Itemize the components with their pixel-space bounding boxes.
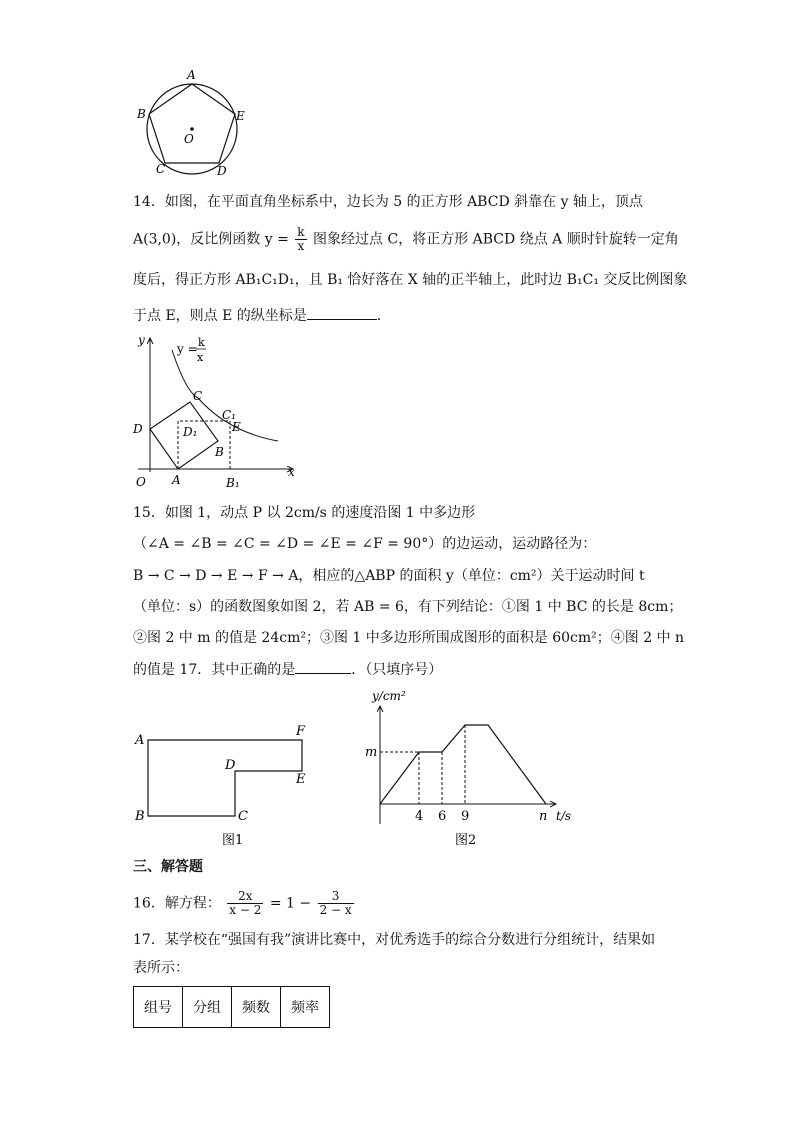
poly-label-c: C [238,809,248,824]
q14-line2 [133,226,679,253]
label-d: D [217,164,227,178]
section-heading: 三、解答题 [133,859,203,875]
poly-label-e: E [296,772,306,787]
q16-fraction-2 [318,890,354,917]
header-frequency-rate: 频率 [281,987,330,1028]
graph-y-label: y/cm² [372,689,406,703]
point-b1: B₁ [226,476,240,490]
graph-t-label: t/s [556,809,572,823]
q16-fraction-1 [227,890,263,917]
header-frequency-count: 频数 [232,987,281,1028]
curve-num: k [198,336,205,349]
q17-line1: 17．某学校在“强国有我”演讲比赛中，对优秀选手的综合分数进行分组统计，结果如 [133,932,656,948]
pentagon-circle-figure [130,66,250,181]
q15-answer-blank[interactable] [295,659,351,674]
q16-f1-den: x − 2 [229,903,262,917]
curve-label [176,342,198,356]
q16-mid: = 1 − [269,895,312,912]
point-b: B [215,445,224,459]
table-header-row [134,987,330,1028]
point-d1: D₁ [183,425,198,439]
group-table [133,986,330,1028]
graph-tick-4: 4 [415,809,424,824]
q15-line1: 15．如图 1，动点 P 以 2cm/s 的速度沿图 1 中多边形 [133,505,476,521]
header-grouping: 分组 [183,987,232,1028]
q14-line3: 度后，得正方形 AB₁C₁D₁，且 B₁ 恰好落在 X 轴的正半轴上，此时边 B₁C₁ 交反比例图象 [133,272,688,288]
curve-label-y: y = [177,342,198,356]
q15-line5: ②图 2 中 m 的值是 24cm²；③图 1 中多边形所围成图形的面积是 60cm²；④图 2 中 n [133,630,685,646]
q14-line2-b: 图象经过点 C，将正方形 ABCD 绕点 A 顺时针旋转一定角 [313,231,679,248]
poly-label-a: A [135,733,145,748]
poly-label-b: B [135,809,145,824]
q16-f2-den: 2 − x [319,903,352,917]
graph-line [380,725,546,804]
q15-line3: B → C → D → E → F → A，相应的△ABP 的面积 y（单位：cm²）关于运动时间 t [133,568,645,584]
q15-line6-end: ．（只填序号） [351,662,443,678]
header-group-no: 组号 [134,987,183,1028]
q14-line1: 14．如图，在平面直角坐标系中，边长为 5 的正方形 ABCD 斜靠在 y 轴上，顶点 [133,194,643,210]
graph-tick-9: 9 [461,809,470,824]
q14-fraction [295,226,306,253]
figure1-caption: 图1 [222,833,244,848]
q14-line2-a: A(3,0)，反比例函数 y = [133,231,289,248]
graph-m-label: m [365,745,378,760]
label-o: O [184,132,194,146]
center-point [190,127,194,131]
figure2-caption: 图2 [455,833,477,848]
origin-label: O [136,475,146,489]
point-c1: C₁ [222,408,236,422]
q16-line [133,890,356,917]
curve-den: x [197,351,204,364]
point-e: E [232,420,241,434]
q16-f1-num: 2x [227,890,263,904]
x-axis-label: x [288,465,295,479]
q14-frac-num: k [297,225,305,239]
polygon-figure-1 [130,720,320,850]
poly-label-f: F [296,724,306,739]
coordinate-figure-q14 [128,330,303,495]
polygon-abcdef [148,740,302,816]
label-e: E [236,109,245,123]
label-c: C [156,162,166,176]
graph-n-label: n [539,809,548,824]
poly-label-d: D [225,758,236,773]
y-axis-label: y [138,333,145,347]
label-b: B [137,107,146,121]
point-c: C [193,389,203,403]
point-a: A [172,473,181,487]
point-d: D [133,422,143,436]
q16-prefix: 16．解方程： [133,895,221,912]
q14-answer-blank[interactable] [307,305,377,320]
q16-f2-num: 3 [318,890,354,904]
q14-line4-end: ． [376,308,391,324]
q15-line6 [133,659,442,680]
q15-line2: （∠A = ∠B = ∠C = ∠D = ∠E = ∠F = 90°）的边运动，运动路径为： [133,536,597,552]
q14-line4 [133,305,391,326]
q15-line6-text: 的值是 17．其中正确的是 [133,662,296,678]
q15-line4: （单位：s）的函数图象如图 2，若 AB = 6，有下列结论：①图 1 中 BC 的长是 8cm； [133,599,683,615]
function-graph-figure-2 [360,684,580,850]
q17-line2: 表所示： [133,960,189,976]
q14-line4-text: 于点 E，则点 E 的纵坐标是 [133,308,307,324]
q14-frac-den: x [297,239,305,253]
label-a: A [187,68,196,82]
graph-tick-6: 6 [438,809,447,824]
